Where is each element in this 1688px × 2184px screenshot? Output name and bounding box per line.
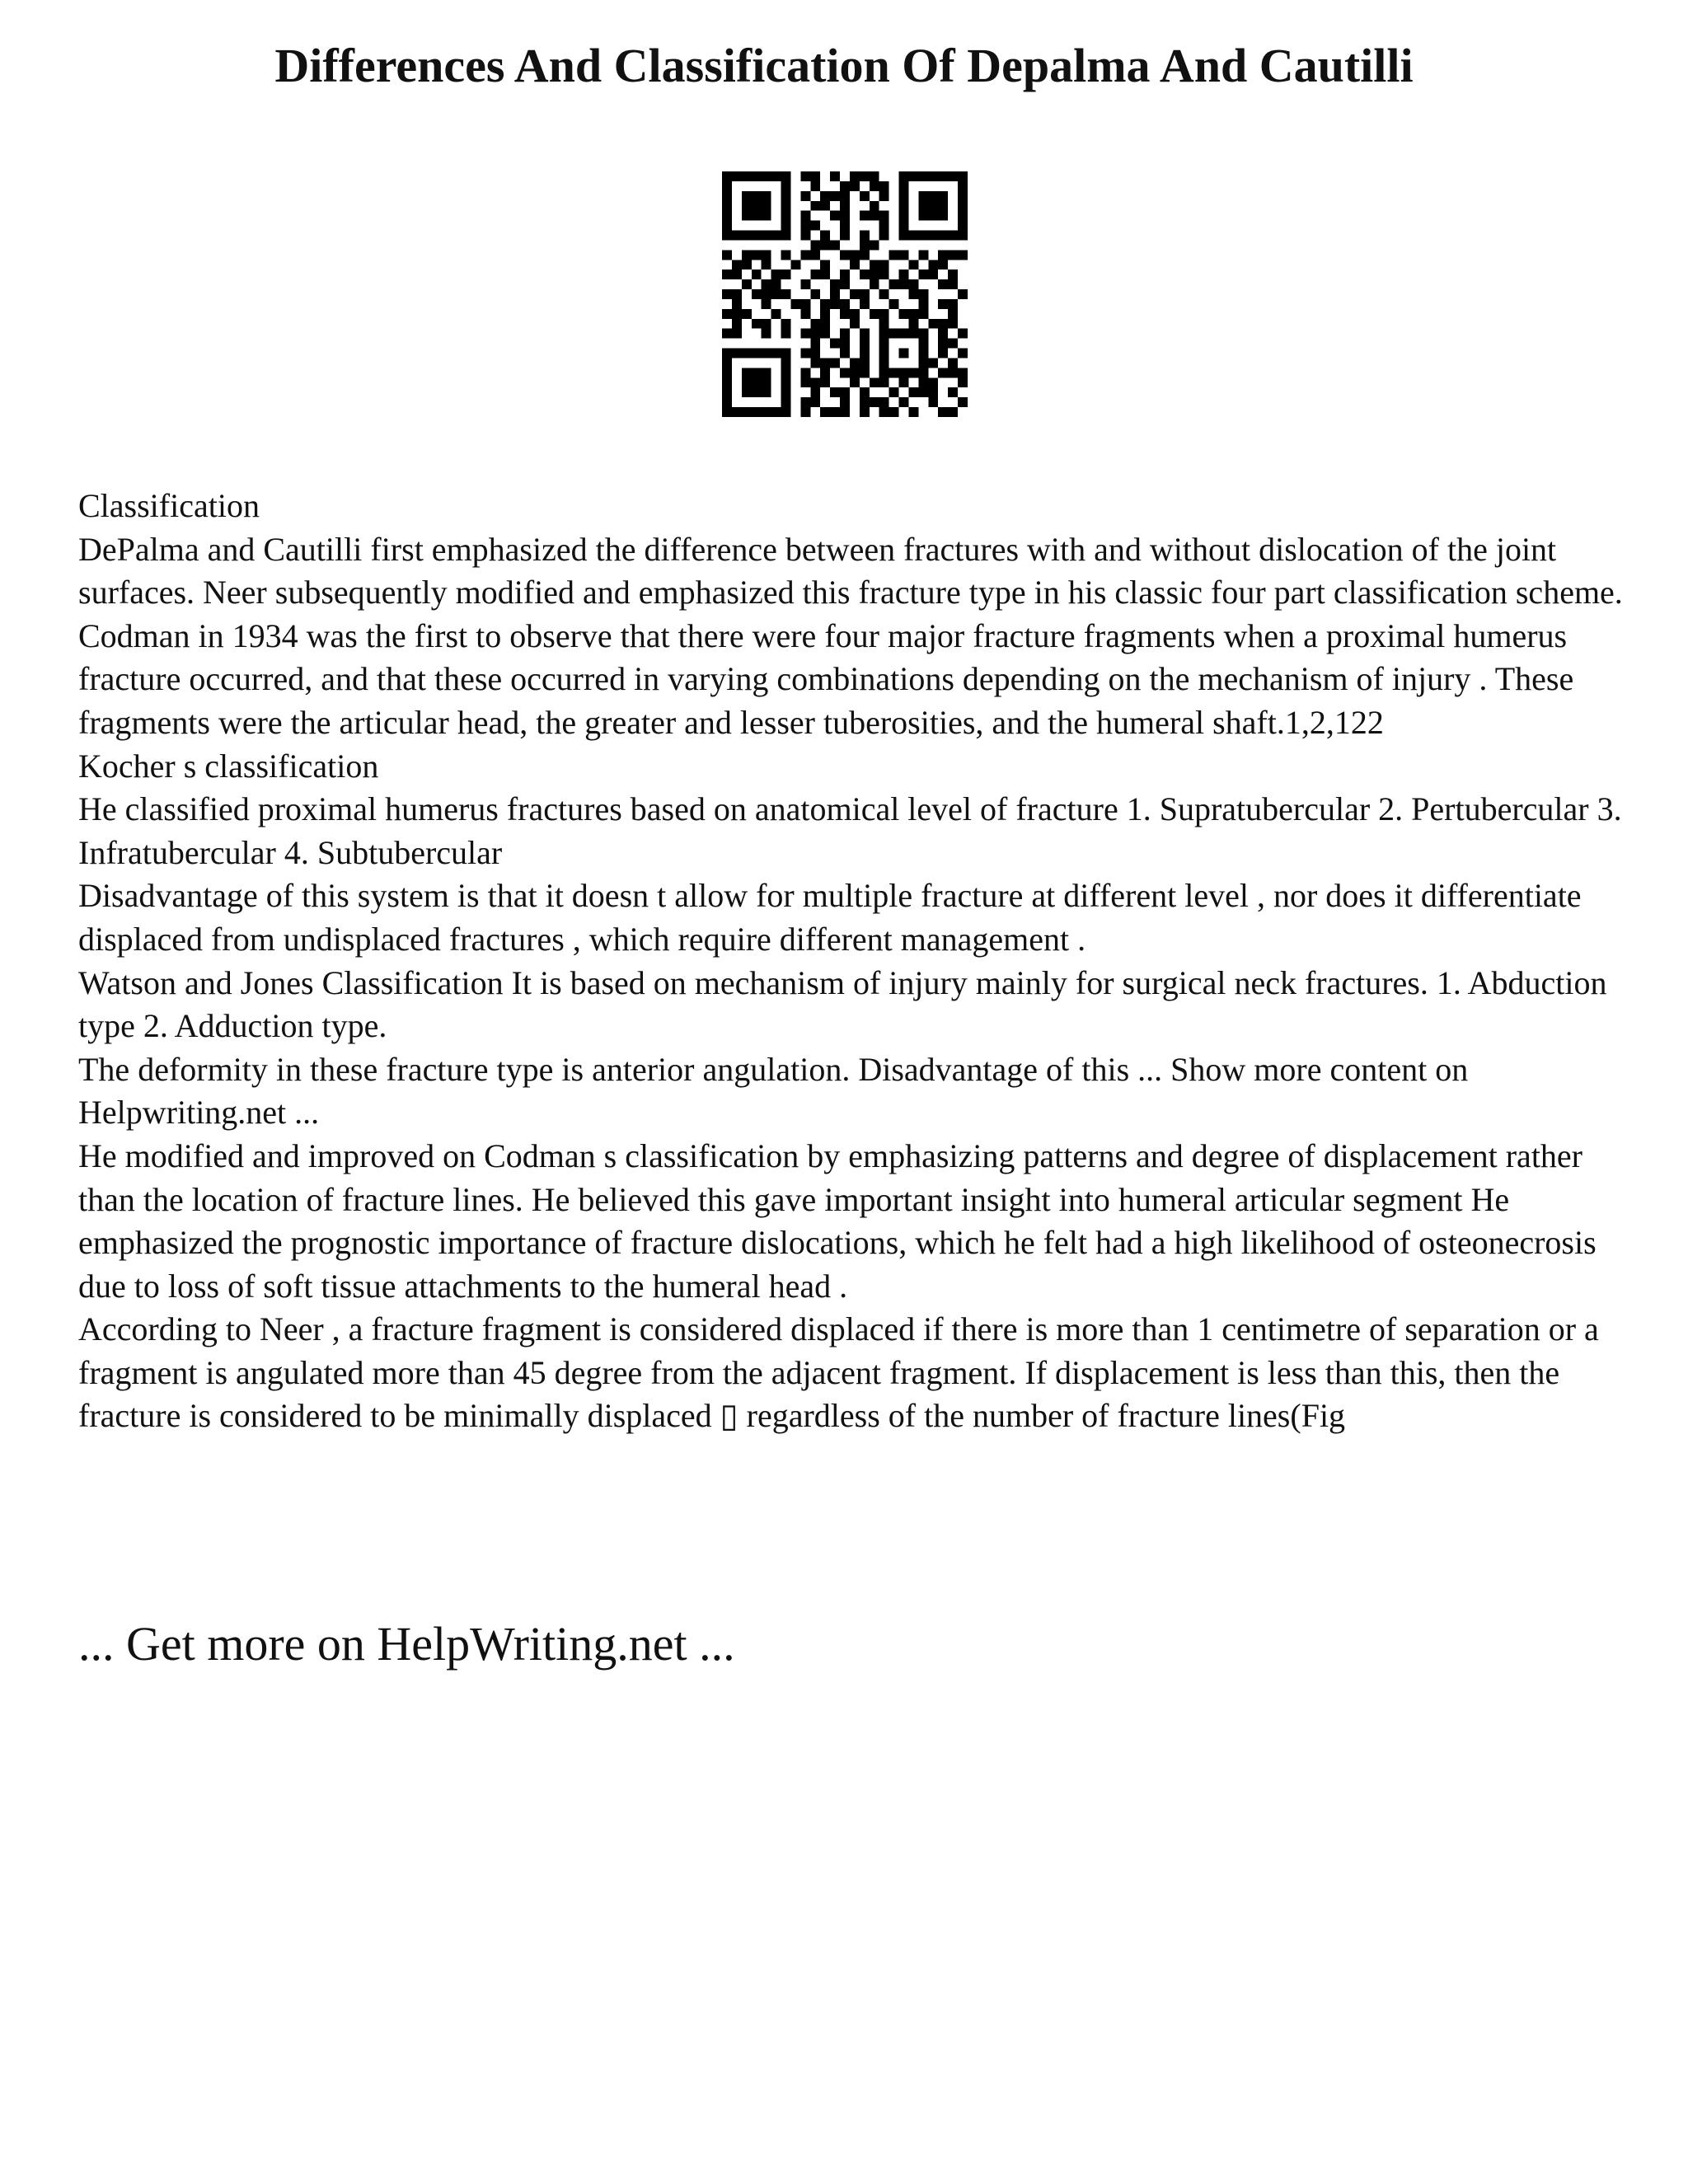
paragraph-kocher-disadvantage: Disadvantage of this system is that it doesn t allow for multiple fracture at different level , nor does it differentiate displaced from undisplaced fractures , which require different management . — [78, 877, 1582, 958]
paragraph-neer-modified: He modified and improved on Codman s classification by emphasizing patterns and degree of displacement rather than the location of fracture lines. He believed this gave important insight into humeral articular segment He emphasized the prognostic importance of fracture dislocations, which he felt had a high likelihood of osteonecrosis due to loss of soft tissue attachments to the humeral head . — [78, 1137, 1597, 1305]
paragraph-heading-classification: Classification — [78, 487, 260, 524]
paragraph-codman-1934: Codman in 1934 was the first to observe that there were four major fracture fragments when a proximal humerus fracture occurred, and that these occurred in varying combinations depending on the mechanism of injury . These fragments were the articular head, the greater and lesser tuberosities, and the humeral shaft.1,2,122 — [78, 616, 1574, 741]
get-more-link[interactable]: ... Get more on HelpWriting.net ... — [78, 1617, 735, 1671]
qr-code-icon — [722, 171, 968, 417]
paragraph-depalma-cautilli: DePalma and Cautilli first emphasized the difference between fractures with and without dislocation of the joint surfaces. Neer subsequently modified and emphasized this fracture type in his classic four part classification scheme. — [78, 530, 1623, 612]
document-title: Differences And Classification Of Depalma And Cautilli — [274, 39, 1414, 92]
paragraph-deformity: The deformity in these fracture type is anterior angulation. Disadvantage of this ... Show more content on Helpwriting.net ... — [78, 1050, 1469, 1132]
paragraph-watson-jones: Watson and Jones Classification It is based on mechanism of injury mainly for surgical neck fractures. 1. Abduction type 2. Adduction type. — [78, 963, 1607, 1045]
paragraph-kocher-levels: He classified proximal humerus fractures based on anatomical level of fracture 1. Supratubercular 2. Pertubercular 3. Infratubercular 4. Subtubercular — [78, 790, 1622, 871]
paragraph-heading-kocher: Kocher s classification — [78, 747, 379, 785]
paragraph-neer-displacement: According to Neer , a fracture fragment is considered displaced if there is more than 1 centimetre of separation or a fragment is angulated more than 45 degree from the adjacent fragment. If displacement is less than this, then the fracture is considered to be minimally displaced ▯ regardless of the number of fracture lines(Fig — [78, 1310, 1599, 1435]
document-body — [78, 485, 1628, 1438]
